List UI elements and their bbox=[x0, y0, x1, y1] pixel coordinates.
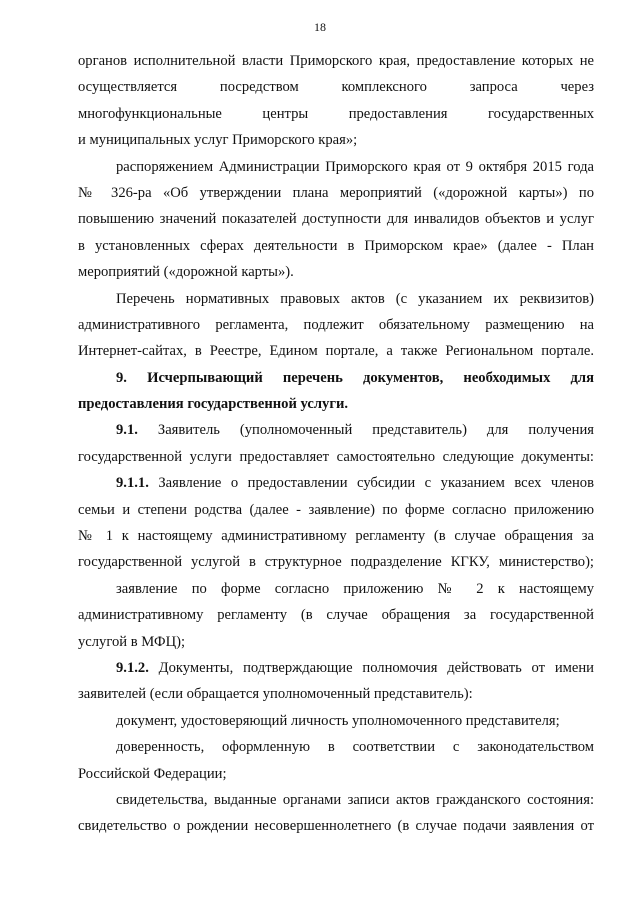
line-text: многофункциональные центры предоставления государственных bbox=[78, 105, 594, 122]
line-text: доверенность, оформленную в соответствии с законодательством bbox=[116, 739, 594, 756]
text-line bbox=[78, 74, 594, 100]
text-line bbox=[78, 180, 594, 206]
line-text: заявление по форме согласно приложению № 2 к настоящему bbox=[116, 580, 594, 597]
line-text: государственной услугой в структурное подразделение КГКУ, министерство); bbox=[78, 554, 594, 571]
text-line bbox=[78, 761, 594, 787]
bold-lead: предоставления государственной услуги. bbox=[78, 396, 349, 413]
body-text bbox=[78, 48, 594, 840]
line-text: Документы, подтверждающие полномочия действовать от имени bbox=[158, 659, 594, 676]
line-text: № 326-ра «Об утверждении плана мероприятий («дорожной карты») по bbox=[78, 184, 594, 201]
text-line bbox=[78, 286, 594, 312]
line-text: свидетельство о рождении несовершеннолетнего (в случае подачи заявления от bbox=[78, 818, 594, 835]
text-line bbox=[78, 787, 594, 813]
line-text: мероприятий («дорожной карты»). bbox=[78, 264, 294, 281]
line-text: документ, удостоверяющий личность уполномоченного представителя; bbox=[116, 712, 560, 729]
line-text: органов исполнительной власти Приморского края, предоставление которых не bbox=[78, 53, 594, 69]
line-text: Перечень нормативных правовых актов (с указанием их реквизитов) bbox=[116, 290, 594, 307]
bold-lead: 9.1. bbox=[116, 422, 138, 439]
line-text: Заявление о предоставлении субсидии с указанием всех членов bbox=[158, 475, 594, 492]
bold-lead: 9.1.2. bbox=[116, 659, 149, 676]
bold-lead: 9.1.1. bbox=[116, 475, 149, 492]
bold-lead: 9. Исчерпывающий перечень документов, необходимых для bbox=[116, 369, 594, 386]
text-line bbox=[78, 127, 594, 153]
text-line bbox=[78, 391, 594, 417]
line-text: административному регламенту (в случае обращения за государственной bbox=[78, 607, 594, 624]
text-line bbox=[78, 629, 594, 655]
line-text: осуществляется посредством комплексного запроса через bbox=[78, 79, 594, 96]
line-text: услугой в МФЦ); bbox=[78, 633, 186, 650]
line-text: повышению значений показателей доступности для инвалидов объектов и услуг bbox=[78, 211, 594, 228]
text-line bbox=[78, 497, 594, 523]
line-text: Российской Федерации; bbox=[78, 765, 227, 782]
line-text: распоряжением Администрации Приморского края от 9 октября 2015 года bbox=[116, 158, 594, 175]
page-number: 18 bbox=[314, 20, 326, 34]
text-line bbox=[78, 312, 594, 338]
line-text: и муниципальных услуг Приморского края»; bbox=[78, 132, 358, 149]
text-line bbox=[78, 338, 594, 364]
text-line bbox=[78, 813, 594, 839]
text-line bbox=[78, 523, 594, 549]
line-text: № 1 к настоящему административному регламенту (в случае обращения за bbox=[78, 528, 594, 545]
text-line bbox=[78, 48, 594, 74]
line-text: семьи и степени родства (далее - заявление) по форме согласно приложению bbox=[78, 501, 594, 518]
line-text: Заявитель (уполномоченный представитель) для получения bbox=[157, 422, 594, 439]
text-line bbox=[78, 259, 594, 285]
line-text: административного регламента, подлежит обязательному размещению на bbox=[78, 316, 594, 333]
text-line bbox=[78, 602, 594, 628]
text-line bbox=[78, 417, 594, 443]
text-line bbox=[78, 681, 594, 707]
text-line bbox=[78, 576, 594, 602]
text-line bbox=[78, 470, 594, 496]
text-line bbox=[78, 154, 594, 180]
text-line bbox=[78, 655, 594, 681]
text-line bbox=[78, 734, 594, 760]
text-line bbox=[78, 101, 594, 127]
line-text: государственной услуги предоставляет самостоятельно следующие документы: bbox=[78, 448, 594, 465]
line-text: в установленных сферах деятельности в Приморском крае» (далее - План bbox=[78, 237, 594, 254]
line-text: заявителей (если обращается уполномоченный представитель): bbox=[78, 686, 473, 703]
text-line bbox=[78, 708, 594, 734]
line-text: Интернет-сайтах, в Реестре, Едином портале, а также Региональном портале. bbox=[78, 343, 594, 360]
text-line bbox=[78, 549, 594, 575]
line-text: свидетельства, выданные органами записи актов гражданского состояния: bbox=[116, 791, 594, 808]
text-line bbox=[78, 233, 594, 259]
text-line bbox=[78, 444, 594, 470]
text-line bbox=[78, 206, 594, 232]
text-line bbox=[78, 365, 594, 391]
